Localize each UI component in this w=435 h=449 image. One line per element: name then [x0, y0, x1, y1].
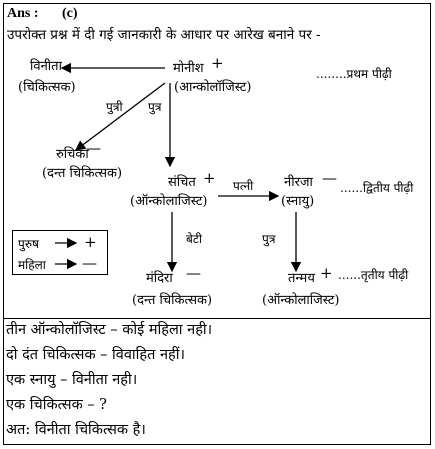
monish-role: (आन्कोलॉजिस्ट) [174, 80, 252, 95]
ruchika-name: रुचिका [56, 147, 89, 162]
sanchit-role: (ऑन्कोलाजिस्ट) [130, 194, 208, 209]
intro-text: उपरोक्त प्रश्न में दी गई जानकारी के आधार पर आरेख बनाने पर - [7, 27, 321, 43]
ruchika-sign: — [86, 139, 101, 157]
statement-line: तीन ऑन्कोलॉजिस्ट – कोई महिला नही। [6, 322, 213, 338]
legend-female-label: महिला [18, 258, 46, 272]
mandira-name: मंदिरा [146, 271, 173, 286]
neeraja-name: नीरजा [284, 175, 313, 190]
statement-line: दो दंत चिकित्सक – विवाहित नहीं। [6, 347, 186, 363]
relation-beti: बेटी [186, 232, 203, 246]
neeraja-sign: — [322, 169, 337, 187]
relation-putra-2: पुत्र [262, 232, 276, 246]
generation-second-label: ......द्वितीय पीढ़ी [340, 181, 414, 195]
ans-option: (c) [62, 6, 78, 21]
tanmay-role: (ऑन्कोलाजिस्ट) [262, 293, 340, 308]
relation-patni: पत्नी [233, 179, 254, 193]
generation-third-label: ......तृतीय पीढ़ी [338, 268, 409, 282]
tanmay-name: तन्मय [288, 271, 315, 286]
legend-male-label: पुरुष [18, 237, 39, 251]
mandira-role: (दन्त चिकित्सक) [132, 293, 213, 308]
vinita-name: विनीता [30, 59, 62, 74]
monish-sign: + [211, 54, 224, 72]
monish-name: मोनीश [173, 61, 204, 76]
vinita-role: (चिकित्सक) [18, 80, 76, 95]
mandira-sign: — [186, 264, 201, 282]
statement-line: अत: विनीता चिकित्सक है। [6, 422, 146, 438]
generation-first-label: ........प्रथम पीढ़ी [316, 67, 392, 81]
ans-label: Ans : [7, 6, 39, 21]
legend-male-sign: + [84, 233, 97, 251]
sanchit-name: संचित [168, 175, 196, 190]
legend-female-sign: — [82, 254, 97, 272]
tanmay-sign: + [320, 264, 333, 282]
sanchit-sign: + [203, 169, 216, 187]
neeraja-role: (स्नायु) [281, 194, 315, 209]
ruchika-role: (दन्त चिकित्सक) [42, 166, 123, 181]
relation-putra-1: पुत्र [148, 100, 162, 114]
statement-line: एक स्नायु – विनीता नही। [6, 372, 138, 388]
statement-line: एक चिकित्सक – ? [6, 397, 107, 413]
relation-putri: पुत्री [106, 100, 123, 114]
